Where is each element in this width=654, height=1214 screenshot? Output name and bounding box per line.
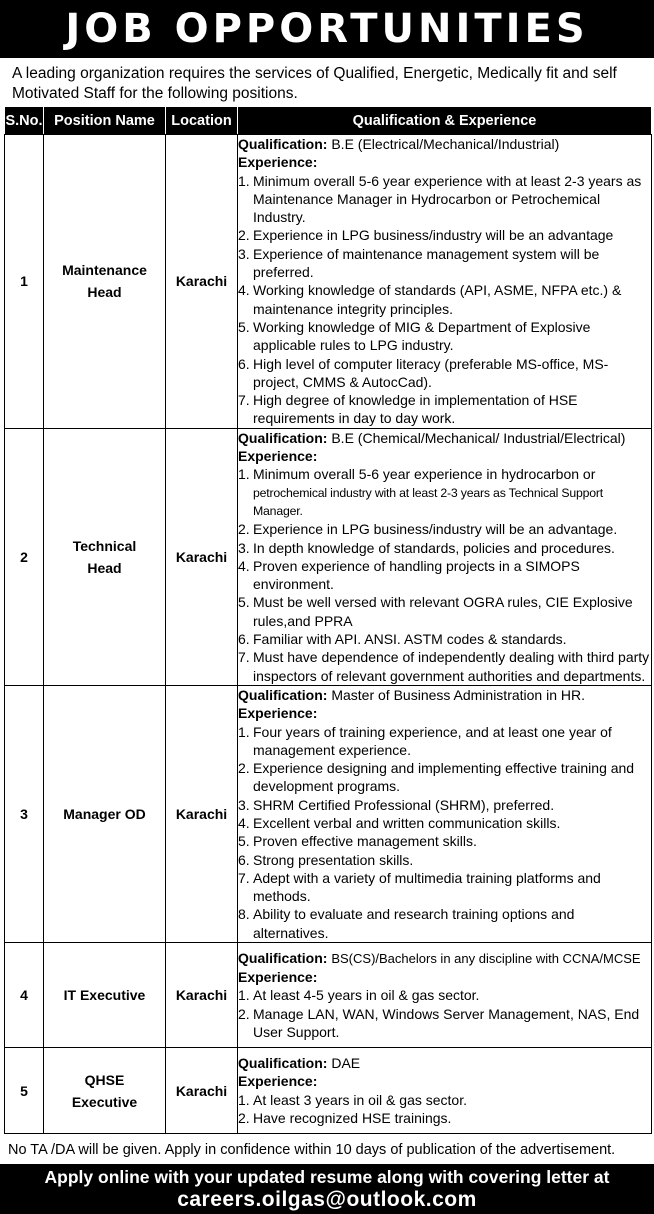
qualification-line xyxy=(238,949,651,968)
row-position xyxy=(44,943,166,1048)
experience-label: Experience: xyxy=(238,969,318,986)
experience-item: 1. Minimum overall 5-6 year experience with at least 2-3 years as Maintenance Manager in Hydrocarbon or Petrochemical Industry. xyxy=(238,172,642,226)
experience-item: 8. Ability to evaluate and research training options and alternatives. xyxy=(238,906,575,941)
experience-list xyxy=(238,465,651,685)
experience-label: Experience: xyxy=(238,448,318,465)
row-position xyxy=(44,428,166,685)
experience-item: 4. Working knowledge of standards (API, ASME, NFPA etc.) & maintenance integrity principles. xyxy=(238,282,622,317)
experience-label: Experience: xyxy=(238,705,318,722)
position-line: IT Executive xyxy=(63,987,146,1004)
header-sno: S.No. xyxy=(5,107,44,135)
row-position xyxy=(44,135,166,429)
row-location: Karachi xyxy=(166,685,238,942)
position-line: Executive xyxy=(71,1093,138,1110)
experience-item: 2. Manage LAN, WAN, Windows Server Management, NAS, End User Support. xyxy=(238,1005,640,1040)
experience-list xyxy=(238,723,651,943)
row-location: Karachi xyxy=(166,1048,238,1134)
table-header-row xyxy=(5,107,652,135)
row-sno: 1 xyxy=(5,135,44,429)
qualification-value: BS(CS)/Bachelors in any discipline with CCNA/MCSE xyxy=(331,950,641,966)
position-line: Head xyxy=(87,559,122,576)
table-row xyxy=(5,428,652,685)
experience-item: 3. Experience of maintenance management system will be preferred. xyxy=(238,245,600,281)
experience-item: 1. At least 4-5 years in oil & gas sector. xyxy=(238,987,480,1004)
row-qualification xyxy=(238,428,652,685)
experience-item: 4. Excellent verbal and written communication skills. xyxy=(238,814,561,831)
qualification-label: Qualification: xyxy=(238,686,328,703)
experience-item: 7. High degree of knowledge in implementation of HSE requirements in day to day work. xyxy=(238,392,578,427)
row-location: Karachi xyxy=(166,135,238,429)
row-qualification xyxy=(238,943,652,1048)
qualification-label: Qualification: xyxy=(238,949,328,966)
qualification-label: Qualification: xyxy=(238,429,328,446)
page-title: JOB OPPORTUNITIES xyxy=(65,6,589,52)
experience-label: Experience: xyxy=(238,1073,318,1090)
experience-item: 2. Have recognized HSE trainings. xyxy=(238,1109,452,1126)
header-position: Position Name xyxy=(44,107,166,135)
header-location: Location xyxy=(166,107,238,135)
experience-item: 3. In depth knowledge of standards, policies and procedures. xyxy=(238,539,615,556)
row-qualification xyxy=(238,135,652,429)
experience-item: 6. Familiar with API. ANSI. ASTM codes & standards. xyxy=(238,631,567,648)
position-line: Maintenance xyxy=(62,262,147,279)
row-position xyxy=(44,1048,166,1134)
experience-list xyxy=(238,172,651,428)
row-sno: 4 xyxy=(5,943,44,1048)
qualification-value: B.E (Electrical/Mechanical/Industrial) xyxy=(331,136,560,152)
qualification-line xyxy=(238,135,651,153)
experience-item: 6. High level of computer literacy (preferable MS-office, MS-project, CMMS & AutocCad). xyxy=(238,355,609,390)
experience-item: 6. Strong presentation skills. xyxy=(238,851,414,868)
qualification-line xyxy=(238,429,651,447)
row-location: Karachi xyxy=(166,428,238,685)
qualification-value: Master of Business Administration in HR. xyxy=(331,686,585,703)
row-sno: 2 xyxy=(5,428,44,685)
position-line: Head xyxy=(87,284,122,301)
qualification-line xyxy=(238,1054,651,1072)
experience-label: Experience: xyxy=(238,154,318,171)
experience-item: 4. Proven experience of handling projects in a SIMOPS environment. xyxy=(238,557,580,593)
experience-item: 5. Working knowledge of MIG & Department of Explosive applicable rules to LPG industry. xyxy=(238,318,591,354)
row-position xyxy=(44,685,166,942)
row-qualification xyxy=(238,1048,652,1134)
row-location: Karachi xyxy=(166,943,238,1048)
position-line: Manager OD xyxy=(63,805,146,822)
qualification-line xyxy=(238,686,651,704)
table-row xyxy=(5,135,652,429)
experience-item: 3. SHRM Certified Professional (SHRM), preferred. xyxy=(238,796,555,813)
header-qualification: Qualification & Experience xyxy=(238,107,652,135)
experience-list xyxy=(238,986,651,1041)
experience-item: 1. Minimum overall 5-6 year experience in hydrocarbon or xyxy=(238,466,596,483)
experience-item: 2. Experience in LPG business/industry will be an advantage. xyxy=(238,521,618,538)
qualification-label: Qualification: xyxy=(238,1054,328,1071)
qualification-label: Qualification: xyxy=(238,136,328,152)
experience-item: 5. Proven effective management skills. xyxy=(238,833,477,850)
footer-banner xyxy=(0,1164,654,1214)
row-qualification xyxy=(238,685,652,942)
table-row xyxy=(5,685,652,942)
qualification-value: B.E (Chemical/Mechanical/ Industrial/Electrical) xyxy=(331,429,626,446)
row-sno: 5 xyxy=(5,1048,44,1134)
experience-item: 2. Experience in LPG business/industry will be an advantage xyxy=(238,227,614,244)
qualification-value: DAE xyxy=(331,1054,361,1071)
positions-table xyxy=(4,106,652,1134)
position-line: Technical xyxy=(72,537,137,554)
footer-note: No TA /DA will be given. Apply in confidence within 10 days of publication of the advertisement. xyxy=(8,1142,616,1159)
experience-item: 7. Must have dependence of independently dealing with third party inspectors of relevant government authorities and departments. xyxy=(238,649,650,684)
experience-item: 7. Adept with a variety of multimedia training platforms and methods. xyxy=(238,869,601,905)
experience-item-continued: petrochemical industry with at least 2-3 years as Technical Support Manager. xyxy=(253,485,603,518)
experience-list xyxy=(238,1091,651,1128)
experience-item: 5. Must be well versed with relevant OGRA rules, CIE Explosive rules,and PPRA xyxy=(238,594,633,629)
position-line: QHSE xyxy=(84,1071,125,1088)
intro-text: A leading organization requires the services of Qualified, Energetic, Medically fit and self Motivated Staff for the following positions. xyxy=(12,65,617,102)
apply-instruction: Apply online with your updated resume along with covering letter at xyxy=(44,1167,610,1188)
experience-item: 1. Four years of training experience, and at least one year of management experience. xyxy=(238,723,612,758)
table-row xyxy=(5,1048,652,1134)
apply-email: careers.oilgas@outlook.com xyxy=(177,1188,477,1212)
experience-item: 2. Experience designing and implementing effective training and development programs. xyxy=(238,760,635,795)
experience-item: 1. At least 3 years in oil & gas sector. xyxy=(238,1091,467,1108)
table-row xyxy=(5,943,652,1048)
header-banner xyxy=(0,0,654,58)
row-sno: 3 xyxy=(5,685,44,942)
